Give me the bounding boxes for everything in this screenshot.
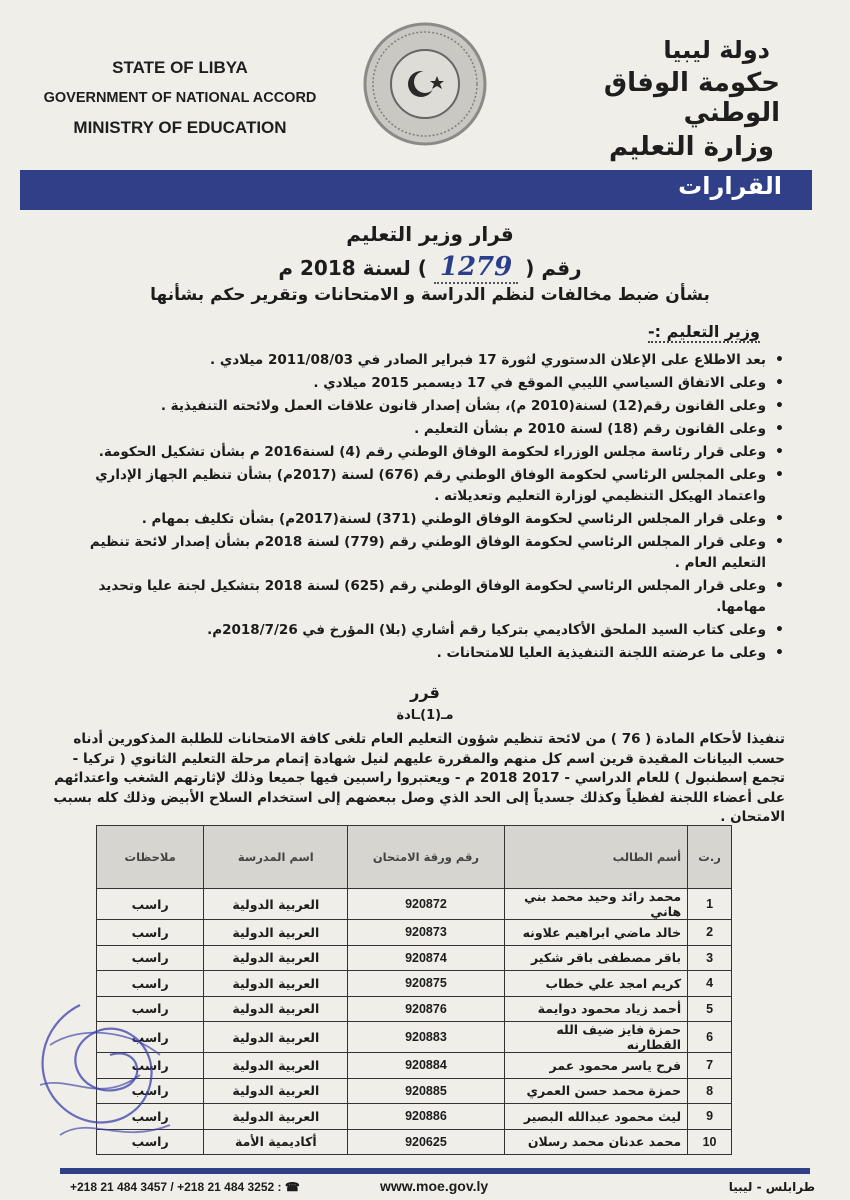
table-row: [97, 920, 732, 946]
arabic-header: [520, 36, 780, 162]
preamble-clauses: [52, 350, 784, 666]
list-item: • وعلى ما عرضته اللجنة التنفيذية العليا للامتحانات .: [52, 643, 784, 664]
cell-no: 6: [688, 1022, 732, 1053]
table-row: [97, 1053, 732, 1079]
decisions-band: [20, 170, 812, 210]
cell-no: 7: [688, 1053, 732, 1079]
list-item: • وعلى كتاب السيد الملحق الأكاديمي بتركيا رقم أشاري (بلا) المؤرخ في 2018/7/26م.: [52, 620, 784, 641]
list-item: • وعلى قرار رئاسة مجلس الوزراء لحكومة الوفاق الوطني رقم (4) لسنة2016 م بشأن تشكيل الحكومة.: [52, 442, 784, 463]
footer-phones: [70, 1180, 300, 1194]
footer-city: طرابلس - ليبيا: [728, 1180, 815, 1194]
cell-exam: 920883: [348, 1022, 504, 1053]
decree-subject: بشأن ضبط مخالفات لنظم الدراسة و الامتحانات وتقرير حكم بشأنها: [150, 285, 710, 305]
table-row: [97, 1022, 732, 1053]
header-ministry-ar: وزارة التعليم: [609, 132, 774, 162]
cell-name: باقر مصطفى باقر شكير: [504, 945, 688, 971]
english-header: [20, 58, 340, 138]
decision-heading: قرر: [410, 683, 440, 702]
decree-title: قرار وزير التعليم: [346, 222, 514, 246]
cell-exam: 920625: [348, 1129, 504, 1155]
col-header-exam: رقم ورقة الامتحان: [348, 826, 504, 889]
cell-school: العربية الدولية: [204, 996, 348, 1022]
list-item: • وعلى الاتفاق السياسي الليبي الموقع في 17 ديسمبر 2015 ميلادي .: [52, 373, 784, 394]
cell-exam: 920885: [348, 1078, 504, 1104]
cell-school: العربية الدولية: [204, 1053, 348, 1079]
watermark: [780, 215, 850, 695]
col-header-school: اسم المدرسة: [204, 826, 348, 889]
cell-school: العربية الدولية: [204, 1022, 348, 1053]
list-item: • وعلى المجلس الرئاسي لحكومة الوفاق الوطني رقم (676) لسنة (2017م) بشأن تنظيم الجهاز الإداري واعتماد الهيكل التنظيمي لوزارة التعليم وتعديلاته .: [52, 465, 784, 507]
cell-notes: راسب: [97, 1129, 204, 1155]
header-ministry: MINISTRY OF EDUCATION: [73, 118, 287, 137]
band-title: القرارات: [678, 172, 782, 200]
table-row: [97, 971, 732, 997]
cell-school: العربية الدولية: [204, 1104, 348, 1130]
cell-name: حمزة محمد حسن العمري: [504, 1078, 688, 1104]
header-state: STATE OF LIBYA: [112, 58, 248, 77]
cell-notes: راسب: [97, 1022, 204, 1053]
cell-notes: راسب: [97, 945, 204, 971]
cell-no: 2: [688, 920, 732, 946]
cell-name: محمد رائد وحيد محمد بني هاني: [504, 889, 688, 920]
cell-notes: راسب: [97, 889, 204, 920]
cell-notes: راسب: [97, 1104, 204, 1130]
article-heading: مـ(1)ـادة: [396, 708, 454, 723]
header-state-ar: دولة ليبيا: [663, 36, 770, 64]
cell-notes: راسب: [97, 1078, 204, 1104]
cell-school: أكاديمية الأمة: [204, 1129, 348, 1155]
state-seal-icon: [361, 20, 489, 148]
header-government: GOVERNMENT OF NATIONAL ACCORD: [43, 90, 317, 106]
footer-phones-text: +218 21 484 3457 / +218 21 484 3252 :: [70, 1180, 282, 1194]
cell-no: 1: [688, 889, 732, 920]
cell-notes: راسب: [97, 1053, 204, 1079]
cell-notes: راسب: [97, 971, 204, 997]
cell-school: العربية الدولية: [204, 971, 348, 997]
cell-no: 5: [688, 996, 732, 1022]
cell-name: كريم امجد علي خطاب: [504, 971, 688, 997]
cell-name: حمزة فايز ضيف الله القطارنه: [504, 1022, 688, 1053]
cell-school: العربية الدولية: [204, 920, 348, 946]
table-row: [97, 889, 732, 920]
table-row: [97, 1129, 732, 1155]
list-item: • بعد الاطلاع على الإعلان الدستوري لثورة 17 فبراير الصادر في 2011/08/03 ميلادي .: [52, 350, 784, 371]
cell-school: العربية الدولية: [204, 889, 348, 920]
footer-band: [60, 1168, 810, 1174]
article-body: تنفيذا لأحكام المادة ( 76 ) من لائحة تنظيم شؤون التعليم العام تلغى كافة الامتحانات للطلبة المذكورين أدناه حسب البيانات المقيدة قرين اسم كل منهم والمقررة عليهم لنيل شهادة إتمام مرحلة التعليم الثانوي ( تركيا - تجمع إسطنبول ) للعام الدراسي - 2017 2018 م - ويعتبروا راسبين فيها جميعا وذلك لإثارتهم الشغب واعتدائهم على أعضاء اللجنة لفظياً وكذلك جسدياً إلى الحد الذي وصل ببعضهم إلى استخدام السلاح الأبيض وذلك كله بسبب الامتحان .: [53, 731, 785, 825]
cell-exam: 920876: [348, 996, 504, 1022]
cell-exam: 920874: [348, 945, 504, 971]
col-header-name: أسم الطالب: [504, 826, 688, 889]
cell-notes: راسب: [97, 996, 204, 1022]
table-row: [97, 1104, 732, 1130]
decree-number-line: [140, 252, 720, 284]
list-item: • وعلى قرار المجلس الرئاسي لحكومة الوفاق الوطني رقم (779) لسنة 2018م بشأن إصدار لائحة تنظيم التعليم العام .: [52, 532, 784, 574]
cell-name: أحمد زياد محمود دوايمة: [504, 996, 688, 1022]
table-header-row: [97, 826, 732, 889]
list-item: • وعلى قرار المجلس الرئاسي لحكومة الوفاق الوطني رقم (625) لسنة 2018 بتشكيل لجنة عليا وتحديد مهامها.: [52, 576, 784, 618]
signature-icon: [20, 985, 190, 1170]
table-row: [97, 945, 732, 971]
col-header-no: ر.ت: [688, 826, 732, 889]
header-government-ar: حكومة الوفاق الوطني: [603, 68, 780, 128]
cell-exam: 920875: [348, 971, 504, 997]
decree-number: 1279: [434, 252, 518, 284]
cell-no: 4: [688, 971, 732, 997]
cell-name: ليث محمود عبدالله البصير: [504, 1104, 688, 1130]
list-item: • وعلى القانون رقم (18) لسنة 2010 م بشأن التعليم .: [52, 419, 784, 440]
cell-exam: 920886: [348, 1104, 504, 1130]
list-item: • وعلى القانون رقم(12) لسنة(2010 م)، بشأن إصدار قانون علاقات العمل ولائحته التنفيذية .: [52, 396, 784, 417]
table-row: [97, 1078, 732, 1104]
cell-notes: راسب: [97, 920, 204, 946]
list-item: • وعلى قرار المجلس الرئاسي لحكومة الوفاق الوطني (371) لسنة(2017م) بشأن تكليف بمهام .: [52, 509, 784, 530]
phone-icon: ☎: [284, 1180, 300, 1194]
cell-exam: 920872: [348, 889, 504, 920]
cell-name: خالد ماضي ابراهيم علاونه: [504, 920, 688, 946]
cell-exam: 920873: [348, 920, 504, 946]
cell-no: 10: [688, 1129, 732, 1155]
footer-website[interactable]: www.moe.gov.ly: [380, 1178, 489, 1194]
cell-name: فرح ياسر محمود عمر: [504, 1053, 688, 1079]
cell-no: 3: [688, 945, 732, 971]
minister-heading: وزير التعليم :-: [648, 322, 760, 341]
cell-name: محمد عدنان محمد رسلان: [504, 1129, 688, 1155]
cell-school: العربية الدولية: [204, 945, 348, 971]
decree-number-suffix: ) لسنة 2018 م: [278, 256, 427, 280]
decree-number-prefix: رقم (: [525, 256, 582, 280]
cell-no: 9: [688, 1104, 732, 1130]
col-header-notes: ملاحظات: [97, 826, 204, 889]
students-table: [96, 825, 732, 1155]
cell-no: 8: [688, 1078, 732, 1104]
cell-exam: 920884: [348, 1053, 504, 1079]
cell-school: العربية الدولية: [204, 1078, 348, 1104]
table-row: [97, 996, 732, 1022]
